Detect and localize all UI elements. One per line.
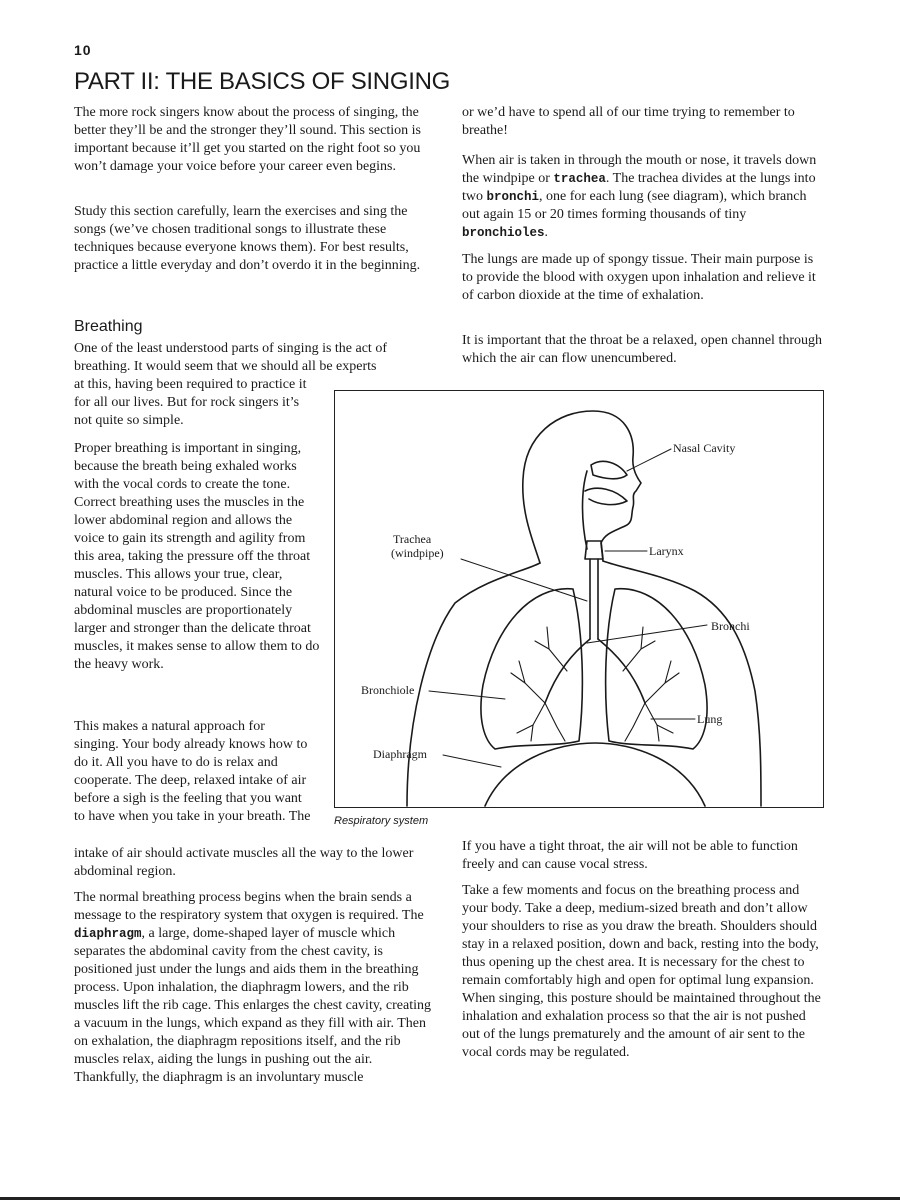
breathing-paragraph-1b: at this, having been required to practice it for all our lives. But for rock singers it’s not quite so simple. bbox=[74, 377, 307, 428]
right-paragraph-1: or we’d have to spend all of our time trying to remember to breathe! bbox=[462, 105, 795, 138]
leader-diaphragm bbox=[443, 755, 501, 767]
term-trachea: trachea bbox=[553, 172, 606, 186]
head-outline bbox=[523, 411, 641, 563]
rp2-text-3: , one for each lung (see diagram), which branch out again 15 or 20 times forming thousands of tiny bbox=[462, 189, 807, 222]
breathing-heading: Breathing bbox=[74, 318, 143, 335]
body-outline bbox=[407, 561, 761, 806]
page-number: 10 bbox=[74, 42, 92, 58]
breathing-paragraph-3a: This makes a natural approach for singing. Your body already knows how to do it. All you have to do is relax and cooperate. The deep, relaxed intake of air before a sigh is the feeling that you want to have when you take in your breath. The bbox=[74, 719, 311, 824]
page-title: PART II: THE BASICS OF SINGING bbox=[74, 68, 450, 95]
label-nasal-cavity: Nasal Cavity bbox=[673, 441, 736, 455]
figure-caption: Respiratory system bbox=[334, 815, 429, 827]
label-trachea: Trachea bbox=[393, 532, 432, 546]
nasal-cavity bbox=[591, 461, 627, 478]
lung-left bbox=[481, 589, 582, 749]
rp2-text-2: . The trachea divides at the lungs into two bbox=[462, 171, 816, 204]
right-paragraph-4: It is important that the throat be a relaxed, open channel through which the air can flow unencumbered. bbox=[462, 333, 822, 366]
rp2-text-4: . bbox=[544, 225, 549, 240]
right-paragraph-3: The lungs are made up of spongy tissue. Their main purpose is to provide the blood with oxygen upon inhalation and relieve it of carbon dioxide at the time of exhalation. bbox=[462, 252, 816, 303]
label-bronchi: Bronchi bbox=[711, 619, 750, 633]
intro-paragraph-1: The more rock singers know about the process of singing, the better they’ll be and the stronger they’ll sound. This section is important because it’ll get you started on the right foot so you won’t damage your voice before your career even begins. bbox=[74, 105, 421, 174]
label-bronchiole: Bronchiole bbox=[361, 683, 415, 697]
term-bronchioles: bronchioles bbox=[462, 226, 545, 240]
right-paragraph-5: If you have a tight throat, the air will not be able to function freely and can cause vocal stress. bbox=[462, 839, 798, 872]
leader-bronchiole bbox=[429, 691, 505, 699]
respiratory-diagram bbox=[335, 391, 825, 809]
bronchioles-right bbox=[623, 627, 679, 741]
term-bronchi: bronchi bbox=[486, 190, 540, 204]
breathing-paragraph-1a: One of the least understood parts of singing is the act of breathing. It would seem that we should all be experts bbox=[74, 341, 387, 374]
lung-right bbox=[606, 589, 707, 749]
breathing-paragraph-2: Proper breathing is important in singing, because the breath being exhaled works with the vocal cords to create the tone. Correct breathing uses the muscles in the lower abdominal region and allows the voice to gain its strength and agility from this area, taking the pressure off the throat muscles. This allows your true, clear, natural voice to be produced. Since the abdominal muscles are proportionately larger and stronger than the delicate throat muscles, it makes sense to allow them to do the heavy work. bbox=[74, 441, 320, 672]
p4-text-1: The normal breathing process begins when the brain sends a message to the respiratory system that oxygen is required. The bbox=[74, 890, 424, 923]
p4-text-2: , a large, dome-shaped layer of muscle which separates the abdominal cavity from the chest cavity, is positioned just under the lungs and aids them in the breathing process. Upon inhalation, the diaphragm lowers, and the rib muscles lift the rib cage. This enlarges the chest cavity, creating a vacuum in the lungs, which expand as they fill with air. Then on exhalation, the diaphragm repositions itself, and the rib muscles relax, aiding the lungs in pushing out the air. Thankfully, the diaphragm is an involuntary muscle bbox=[74, 926, 432, 1085]
breathing-paragraph-3b: intake of air should activate muscles all the way to the lower abdominal region. bbox=[74, 846, 414, 879]
right-paragraph-6: Take a few moments and focus on the breathing process and your body. Take a deep, medium-sized breath and don’t allow your shoulders to rise as you draw the breath. Shoulders should stay in a relaxed position, down and back, resting into the body, thus opening up the chest area. It is necessary for the chest to remain comfortably high and open for optimal lung expansion. When singing, this posture should be maintained throughout the inhalation and exhalation process so that the air is not pushed out of the lungs prematurely and the amount of air sent to the vocal cords may be regulated. bbox=[462, 883, 821, 1060]
right-paragraph-2 bbox=[462, 152, 824, 242]
bronchioles-left bbox=[511, 627, 567, 741]
breathing-paragraph-4 bbox=[74, 889, 440, 1087]
term-diaphragm: diaphragm bbox=[74, 927, 142, 941]
label-diaphragm: Diaphragm bbox=[373, 747, 427, 761]
pharynx bbox=[583, 471, 588, 549]
respiratory-figure bbox=[334, 390, 824, 808]
leader-trachea bbox=[461, 559, 587, 601]
label-larynx: Larynx bbox=[649, 544, 684, 558]
label-windpipe: (windpipe) bbox=[391, 546, 444, 560]
oral-cavity bbox=[585, 488, 627, 504]
diaphragm bbox=[485, 743, 705, 806]
label-lung: Lung bbox=[697, 712, 723, 726]
intro-paragraph-2: Study this section carefully, learn the exercises and sing the songs (we’ve chosen traditional songs to illustrate these techniques because everyone knows them). For best results, practice a little everyday and don’t overdo it in the beginning. bbox=[74, 204, 421, 273]
rp2-text-1: When air is taken in through the mouth or nose, it travels down the windpipe or bbox=[462, 153, 817, 186]
